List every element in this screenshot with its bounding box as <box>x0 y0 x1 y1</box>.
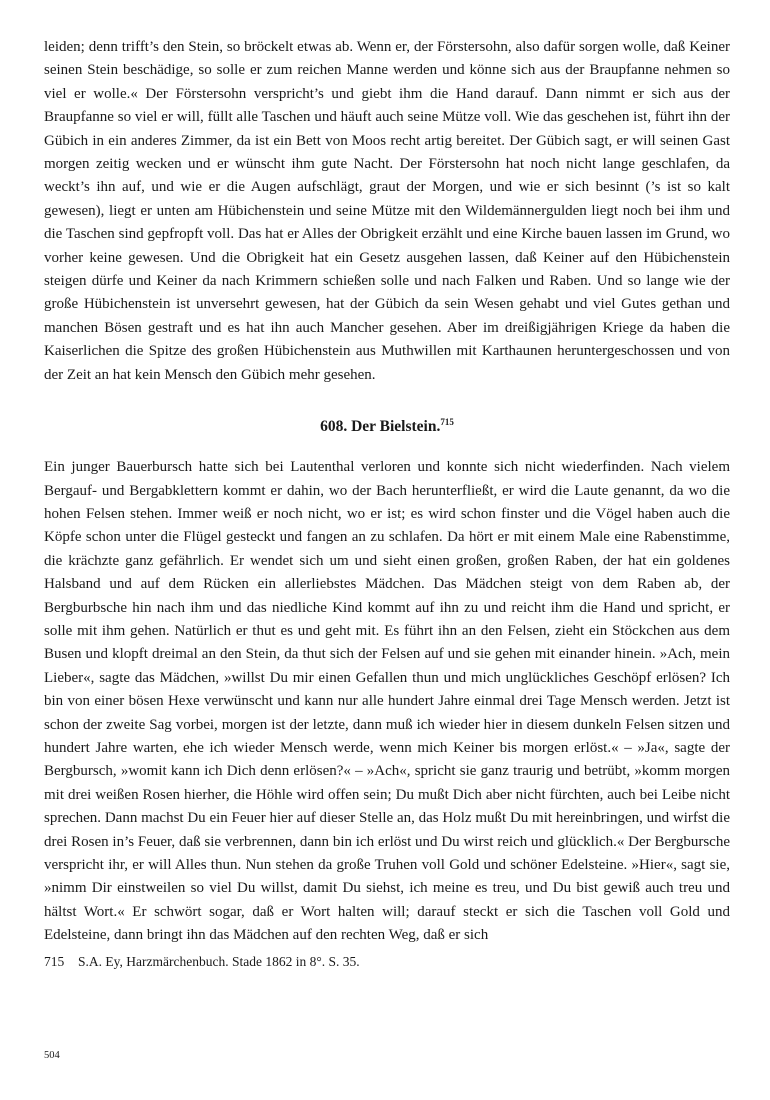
footnote-reference: 715 <box>440 417 454 428</box>
footnote-number: 715 <box>44 953 65 969</box>
continuation-paragraph: leiden; denn trifft’s den Stein, so bröckelt etwas ab. Wenn er, der Förstersohn, also dafür sorgen wolle, daß Keiner seinen Stein beschädige, so solle er zum reichen Manne werden und könne sich aus der Braupfanne nehmen so viel er wolle.« Der Förstersohn verspricht’s und giebt ihm die Hand darauf. Dann nimmt er sich aus der Braupfanne so viel er will, füllt alle Taschen und häuft auch seine Mütze voll. Wie das geschehen ist, führt ihn der Gübich in ein anderes Zimmer, da ist ein Bett von Moos recht artig bereitet. Der Gübich sagt, er will seinen Gast morgen zeitig wecken und er wünscht ihm gute Nacht. Der Förstersohn hat noch nicht lange geschlafen, da weckt’s ihn auf, und wie er die Augen aufschlägt, graut der Morgen, und wie er sich besinnt (’s ist so kalt gewesen), liegt er unten am Hübichenstein und seine Mütze mit den Wildemännergulden liegt noch bei ihm und die Taschen sind gepfropft voll. Das hat er Alles der Obrigkeit erzählt und eine Kirche bauen lassen im Grund, wo vorher keine gewesen. Und die Obrigkeit hat ein Gesetz ausgehen lassen, daß Keiner auf den Hübichenstein steigen dürfe und Keiner da nach Krimmern schießen solle und nach Falken und Raben. Und so lange wie der große Hübichenstein ist unversehrt gewesen, hat der Gübich da sein Wesen gehabt und viel Gutes gethan und manchen Bösen gestraft und es hat ihn auch Mancher gesehen. Aber im dreißigjährigen Kriege da haben die Kaiserlichen die Spitze des großen Hübichenstein aus Muthwillen mit Karthaunen heruntergeschossen und von der Zeit an hat kein Mensch den Gübich mehr gesehen. <box>44 39 730 383</box>
section-heading-title: 608. Der Bielstein. <box>320 418 441 436</box>
page-content <box>44 36 730 972</box>
page-number: 504 <box>44 1050 60 1061</box>
footnote <box>44 952 730 972</box>
section-heading <box>44 411 730 438</box>
footnote-text: S.A. Ey, Harzmärchenbuch. Stade 1862 in 8°. S. 35. <box>78 953 360 969</box>
story-paragraph: Ein junger Bauerbursch hatte sich bei Lautenthal verloren und konnte sich nicht wiederfinden. Nach vielem Bergauf- und Bergabklettern kommt er dahin, wo der Bach herunterfließt, er wird die Laute genannt, da wo die hohen Felsen stehen. Immer weiß er noch nicht, wo er ist; es wird schon finster und die Vögel haben auch die Köpfe schon unter die Flügel gesteckt und fangen an zu schlafen. Da hört er mit einem Male eine Rabenstimme, die krächzte ganz gefährlich. Er wendet sich um und sieht einen großen, großen Raben, der hat ein goldenes Halsband und auf dem Rücken ein allerliebstes Mädchen. Das Mädchen steigt von dem Raben ab, der Bergburbsche hin nach ihm und das niedliche Kind kommt auf ihn zu und reicht ihm die Hand und spricht, er solle mit ihm gehen. Natürlich er thut es und geht mit. Es führt ihn an den Felsen, zieht ein Stöckchen aus dem Busen und klopft dreimal an den Stein, da thut sich der Felsen auf und sie gehen mit einander hinein. »Ach, mein Lieber«, sagte das Mädchen, »willst Du mir einen Gefallen thun und mich unglückliches Geschöpf erlösen? Ich bin von einer bösen Hexe verwünscht und kann nur alle hundert Jahre einmal drei Tage Mensch werden. Jetzt ist schon der zweite Sag vorbei, morgen ist der letzte, dann muß ich wieder hier in diesem dunkeln Felsen sitzen und hundert Jahre warten, ehe ich wieder Mensch werde, wenn mich Keiner bis morgen erlöst.« – »Ja«, sagte der Bergbursch, »womit kann ich Dich denn erlösen?« – »Ach«, spricht sie ganz traurig und betrübt, »komm morgen mit drei weißen Rosen hierher, die Höhle wird offen sein; Du mußt Dich aber nicht fürchten, auch bei Leibe nicht sprechen. Dann machst Du ein Feuer hier auf dieser Stelle an, das Holz mußt Du mit hereinbringen, und wirfst die drei Rosen in’s Feuer, daß sie verbrennen, dann bin ich erlöst und Du wirst reich und glücklich.« Der Bergbursche verspricht ihr, er will Alles thun. Nun stehen da große Truhen voll Gold und schöner Edelsteine. »Hier«, sagt sie, »nimm Dir einstweilen so viel Du willst, damit Du siehst, ich meine es treu, und Du bist gewiß auch treu und hältst Wort.« Er schwört sogar, daß er Wort halten will; darauf steckt er sich die Taschen voll Gold und Edelsteine, dann bringt ihn das Mädchen auf den rechten Weg, daß er sich <box>44 459 730 944</box>
